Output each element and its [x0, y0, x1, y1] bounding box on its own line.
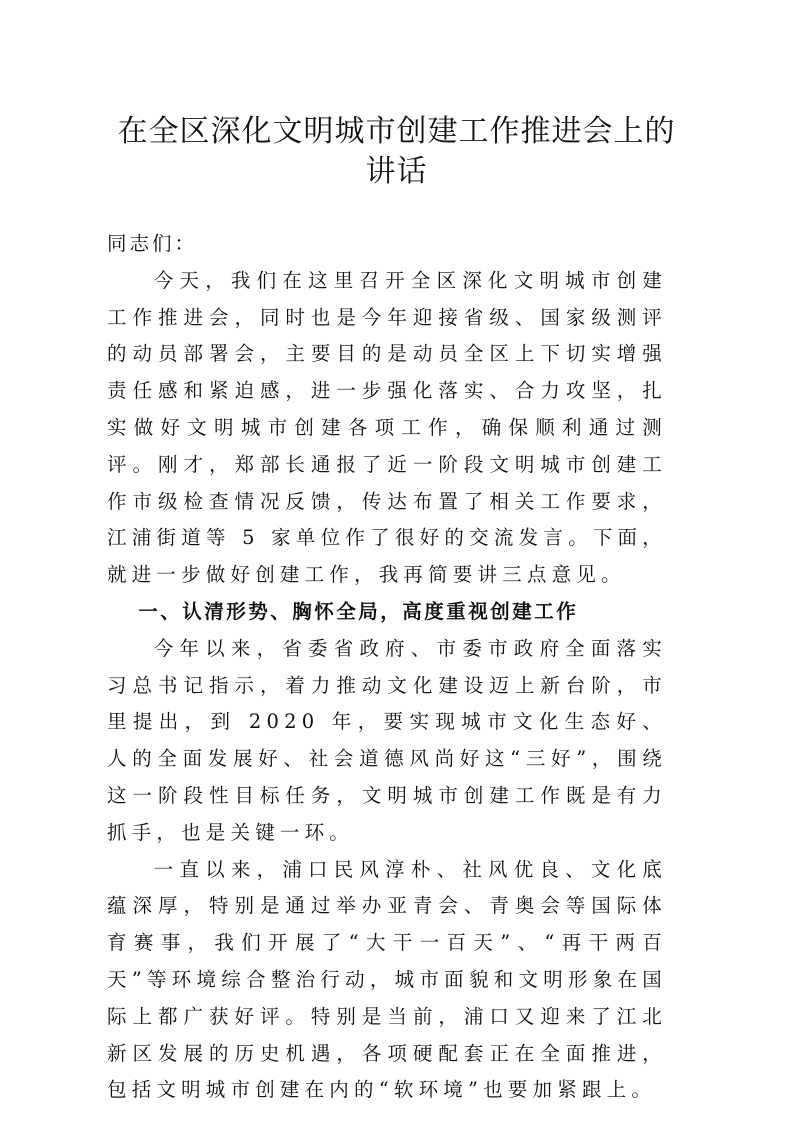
section1-paragraph-2: 一直以来，浦口民风淳朴、社风优良、文化底蕴深厚，特别是通过举办亚青会、青奥会等国际体育赛事，我们开展了“大干一百天”、“再干两百天”等环境综合整治行动，城市面貌和文明形象在国际上都广获好评。特别是当前，浦口又迎来了江北新区发展的历史机遇，各项硬配套正在全面推进，包括文明城市创建在内的“软环境”也要加紧跟上。: [107, 857, 667, 1102]
section1-paragraph-1: 今年以来，省委省政府、市委市政府全面落实习总书记指示，着力推动文化建设迈上新台阶，市里提出，到 2020 年，要实现城市文化生态好、人的全面发展好、社会道德风尚好这“三好”，围绕这一阶段性目标任务，文明城市创建工作既是有力抓手，也是关键一环。: [107, 636, 667, 844]
document-title: [100, 112, 693, 192]
section-heading-1: 一、认清形势、胸怀全局，高度重视创建工作: [138, 599, 579, 623]
title-line-2: 讲话: [365, 154, 428, 189]
salutation: 同志们：: [107, 232, 198, 255]
document-body: [107, 226, 667, 1109]
title-line-1: 在全区深化文明城市创建工作推进会上的: [117, 114, 676, 149]
intro-paragraph: 今天，我们在这里召开全区深化文明城市创建工作推进会，同时也是今年迎接省级、国家级测评的动员部署会，主要目的是动员全区上下切实增强责任感和紧迫感，进一步强化落实、合力攻坚，扎实做好文明城市创建各项工作，确保顺利通过测评。刚才，郑部长通报了近一阶段文明城市创建工作市级检查情况反馈，传达布置了相关工作要求，江浦街道等 5 家单位作了很好的交流发言。下面，就进一步做好创建工作，我再简要讲三点意见。: [107, 268, 667, 587]
